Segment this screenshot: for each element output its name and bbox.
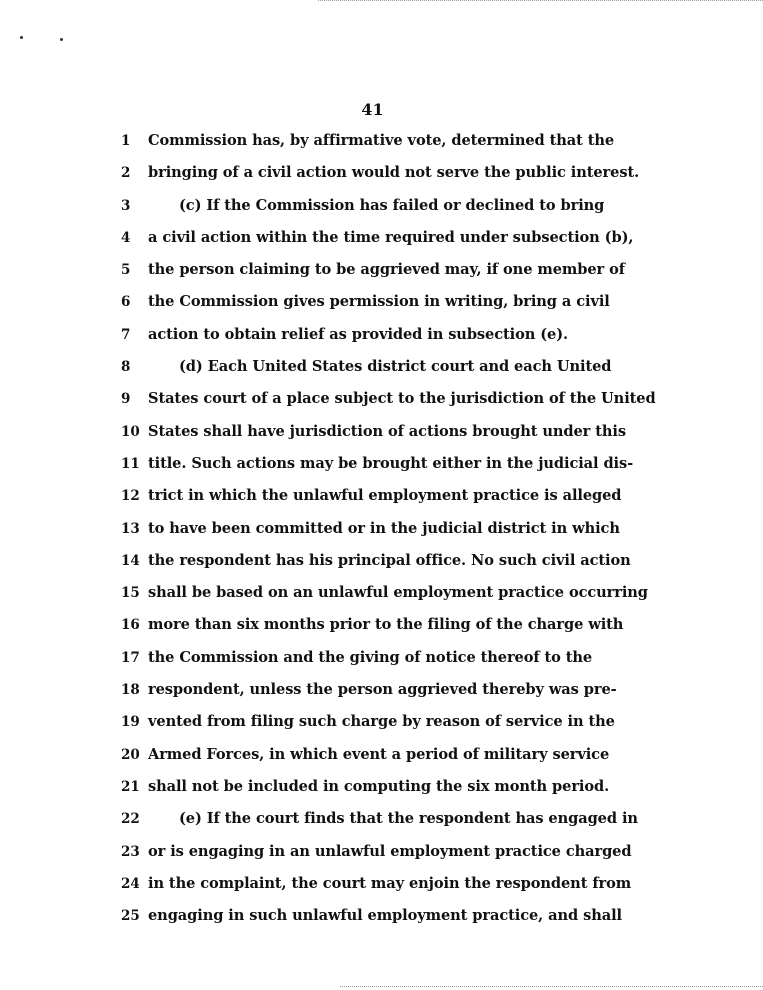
- line-text: shall be based on an unlawful employment practice occurring: [148, 584, 648, 602]
- line-number: 25: [121, 908, 140, 925]
- line-text: the person claiming to be aggrieved may, if one member of: [148, 261, 625, 279]
- scan-artifact-top-rule: [318, 0, 763, 3]
- line-text: States shall have jurisdiction of actions brought under this: [148, 422, 626, 440]
- line-number: 19: [121, 714, 140, 731]
- text-line: [112, 293, 610, 325]
- line-text: (d) Each United States district court and each United: [179, 358, 612, 376]
- text-line: [112, 358, 612, 390]
- line-text: respondent, unless the person aggrieved thereby was pre-: [148, 681, 617, 699]
- numbered-text-lines: [112, 132, 656, 939]
- line-text: to have been committed or in the judicial district in which: [148, 519, 620, 537]
- text-line: [112, 326, 582, 358]
- line-number: 2: [121, 165, 131, 182]
- line-number: 21: [121, 778, 140, 795]
- text-line: [112, 648, 593, 681]
- line-number: 12: [121, 488, 140, 505]
- line-number: 8: [121, 359, 131, 376]
- line-number: 23: [121, 843, 140, 860]
- line-number: 10: [121, 423, 140, 440]
- line-text: the Commission gives permission in writing, bring a civil: [148, 293, 610, 311]
- line-number: 5: [121, 262, 131, 279]
- text-line: [112, 842, 632, 875]
- line-number: 14: [121, 552, 140, 569]
- page-number: [0, 100, 763, 119]
- line-number: 15: [121, 585, 140, 602]
- line-text: States court of a place subject to the jurisdiction of the United: [148, 390, 656, 408]
- text-line: [112, 907, 622, 939]
- scan-artifact-bottom-rule: [340, 986, 763, 989]
- line-number: 17: [121, 649, 140, 666]
- text-line: [112, 681, 617, 713]
- text-line: [112, 584, 648, 616]
- text-line: [112, 745, 610, 778]
- text-line: [112, 487, 622, 519]
- line-text: a civil action within the time required under subsection (b),: [148, 228, 634, 246]
- line-text: Armed Forces, in which event a period of military service: [148, 745, 610, 763]
- line-text: Commission has, by affirmative vote, determined that the: [148, 132, 615, 149]
- line-text: title. Such actions may be brought either in the judicial dis-: [148, 454, 634, 472]
- line-text: shall not be included in computing the six month period.: [148, 777, 610, 795]
- page-number-text: 41: [361, 100, 384, 119]
- text-line: [112, 390, 656, 422]
- line-number: 16: [121, 617, 140, 634]
- text-line: [112, 132, 615, 164]
- line-number: 11: [121, 455, 140, 472]
- line-number: 1: [121, 133, 131, 149]
- text-line: [112, 164, 640, 196]
- line-number: 6: [121, 294, 131, 311]
- scan-speck: [20, 36, 23, 39]
- line-number: 22: [121, 811, 140, 828]
- text-line: [112, 616, 624, 648]
- line-number: 24: [121, 875, 140, 892]
- line-number: 13: [121, 520, 140, 537]
- scan-speck: [60, 38, 63, 41]
- text-line: [112, 228, 634, 261]
- line-text: the respondent has his principal office. No such civil action: [148, 551, 631, 569]
- line-number: 20: [121, 746, 140, 763]
- text-line: [112, 261, 625, 293]
- line-text: trict in which the unlawful employment practice is alleged: [148, 487, 622, 505]
- line-text: or is engaging in an unlawful employment practice charged: [148, 842, 632, 860]
- line-text: action to obtain relief as provided in subsection (e).: [148, 325, 568, 343]
- text-line: [112, 713, 615, 745]
- text-line: [112, 551, 631, 584]
- text-line: [112, 874, 632, 907]
- text-line: [112, 777, 610, 810]
- line-text: more than six months prior to the filing of the charge with: [148, 616, 624, 634]
- line-text: vented from filing such charge by reason of service in the: [148, 713, 615, 731]
- line-text: in the complaint, the court may enjoin the respondent from: [148, 874, 632, 892]
- line-text: (e) If the court finds that the respondent has engaged in: [179, 810, 638, 828]
- line-number: 4: [121, 229, 131, 246]
- line-number: 3: [121, 197, 131, 214]
- line-number: 9: [121, 391, 131, 408]
- text-line: [112, 810, 638, 842]
- line-text: engaging in such unlawful employment practice, and shall: [148, 907, 622, 925]
- text-line: [112, 519, 620, 552]
- line-text: (c) If the Commission has failed or declined to bring: [179, 196, 605, 214]
- line-number: 18: [121, 682, 140, 699]
- line-text: bringing of a civil action would not serve the public interest.: [148, 164, 640, 182]
- text-line: [112, 422, 626, 455]
- line-text: the Commission and the giving of notice thereof to the: [148, 648, 593, 666]
- line-number: 7: [121, 326, 131, 343]
- text-line: [112, 196, 605, 229]
- text-line: [112, 454, 634, 487]
